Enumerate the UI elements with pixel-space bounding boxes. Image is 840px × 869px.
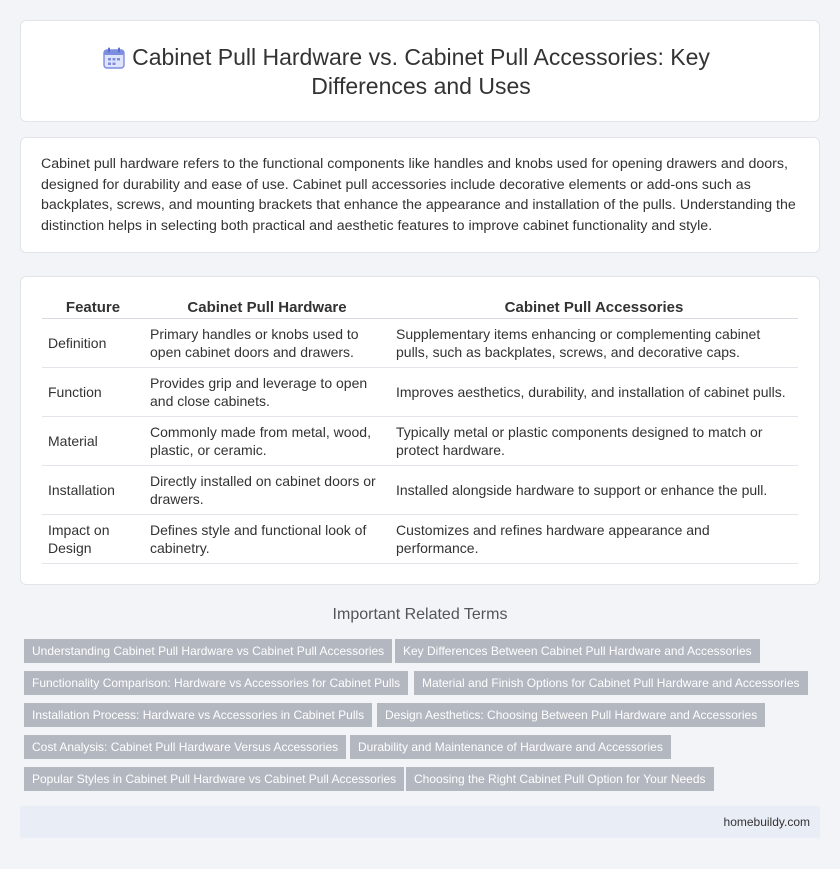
- hardware-cell: Defines style and functional look of cabinetry.: [144, 515, 390, 564]
- footer: [20, 806, 820, 838]
- accessories-cell: Typically metal or plastic components designed to match or protect hardware.: [390, 417, 798, 466]
- header-accessories: Cabinet Pull Accessories: [390, 297, 798, 319]
- intro-card: [20, 137, 820, 253]
- header-feature: Feature: [42, 297, 144, 319]
- table-row: [42, 319, 798, 368]
- accessories-cell: Customizes and refines hardware appearance and performance.: [390, 515, 798, 564]
- page-title-line-1: Cabinet Pull Hardware vs. Cabinet Pull Accessories: Key: [132, 44, 710, 70]
- related-terms-heading: Important Related Terms: [332, 606, 508, 623]
- related-term-link[interactable]: Design Aesthetics: Choosing Between Pull Hardware and Accessories: [377, 703, 765, 727]
- table-header-row: [42, 297, 798, 319]
- hardware-cell: Provides grip and leverage to open and close cabinets.: [144, 368, 390, 417]
- table-row: [42, 515, 798, 564]
- related-term-link[interactable]: Material and Finish Options for Cabinet Pull Hardware and Accessories: [414, 671, 808, 695]
- comparison-table: [42, 297, 798, 564]
- related-term-link[interactable]: Installation Process: Hardware vs Accessories in Cabinet Pulls: [24, 703, 372, 727]
- intro-paragraph: Cabinet pull hardware refers to the functional components like handles and knobs used for opening drawers and doors, designed for durability and ease of use. Cabinet pull accessories include decorative elements or add-ons such as backplates, screws, and mounting brackets that enhance the appearance and installation of the pulls. Understanding the distinction helps in selecting both practical and aesthetic features to improve cabinet functionality and style.: [41, 156, 796, 234]
- feature-cell: Impact on Design: [42, 515, 144, 564]
- header-hardware: Cabinet Pull Hardware: [144, 297, 390, 319]
- title-card: [20, 20, 820, 122]
- related-term-link[interactable]: Functionality Comparison: Hardware vs Accessories for Cabinet Pulls: [24, 671, 408, 695]
- page-title: [21, 43, 821, 101]
- feature-cell: Definition: [42, 319, 144, 368]
- table-row: [42, 368, 798, 417]
- feature-cell: Installation: [42, 466, 144, 515]
- hardware-cell: Commonly made from metal, wood, plastic, or ceramic.: [144, 417, 390, 466]
- related-term-link[interactable]: Durability and Maintenance of Hardware and Accessories: [350, 735, 671, 759]
- page-title-line-2: Differences and Uses: [311, 73, 531, 99]
- accessories-cell: Supplementary items enhancing or complementing cabinet pulls, such as backplates, screws, and decorative caps.: [390, 319, 798, 368]
- footer-site-name: homebuildy.com: [723, 815, 810, 829]
- related-term-link[interactable]: Choosing the Right Cabinet Pull Option for Your Needs: [406, 767, 714, 791]
- related-term-link[interactable]: Cost Analysis: Cabinet Pull Hardware Versus Accessories: [24, 735, 346, 759]
- table-row: [42, 466, 798, 515]
- accessories-cell: Improves aesthetics, durability, and installation of cabinet pulls.: [390, 368, 798, 417]
- feature-cell: Material: [42, 417, 144, 466]
- comparison-table-card: [20, 276, 820, 585]
- hardware-cell: Directly installed on cabinet doors or drawers.: [144, 466, 390, 515]
- related-term-link[interactable]: Key Differences Between Cabinet Pull Hardware and Accessories: [395, 639, 760, 663]
- hardware-cell: Primary handles or knobs used to open cabinet doors and drawers.: [144, 319, 390, 368]
- accessories-cell: Installed alongside hardware to support or enhance the pull.: [390, 466, 798, 515]
- related-term-link[interactable]: Understanding Cabinet Pull Hardware vs Cabinet Pull Accessories: [24, 639, 392, 663]
- related-term-link[interactable]: Popular Styles in Cabinet Pull Hardware vs Cabinet Pull Accessories: [24, 767, 404, 791]
- feature-cell: Function: [42, 368, 144, 417]
- table-row: [42, 417, 798, 466]
